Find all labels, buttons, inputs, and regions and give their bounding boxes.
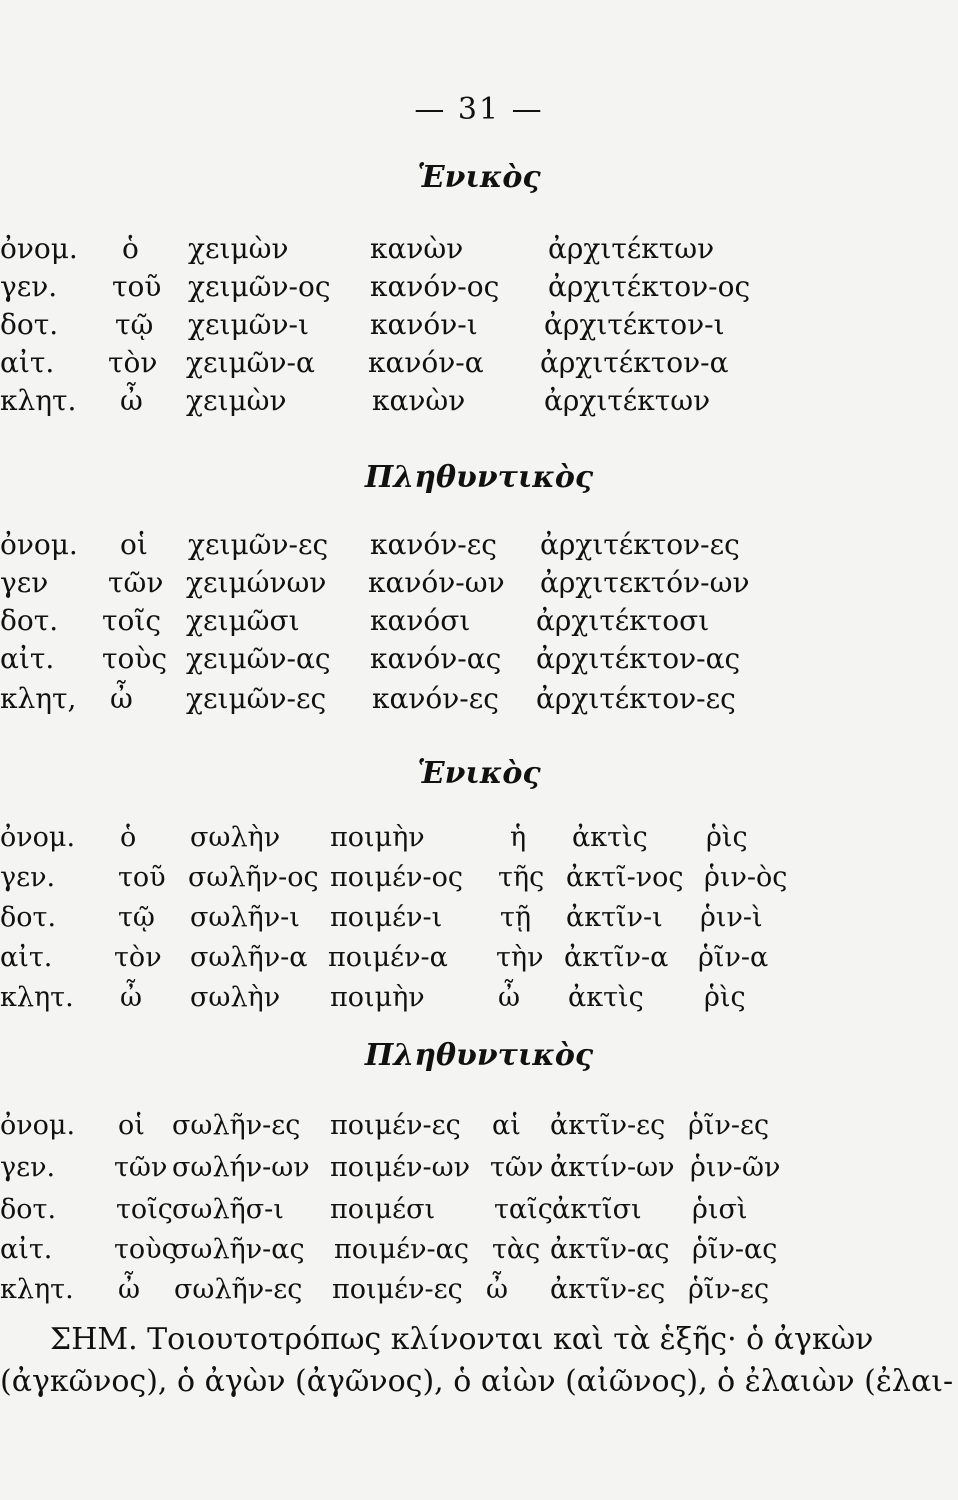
article: τῶν [490,1152,544,1183]
form: χειμῶν-ες [186,682,327,715]
form: χειμώνων [186,566,327,599]
page-number: — 31 — [414,92,544,127]
form: ῥιν-ὸς [704,862,788,893]
heading-singular-2: Ἑνικὸς [417,756,541,791]
form: ῥισὶ [692,1194,748,1225]
case-label: δοτ. [0,604,59,637]
case-label: γεν. [0,1152,56,1183]
form: σωλήν-ων [172,1152,310,1183]
article: ὦ [110,682,133,715]
form: σωλῆν-α [190,942,308,973]
form: ἀκτῖν-α [564,942,669,973]
table-row [0,308,958,346]
article: τὸν [108,346,158,379]
form: κανὼν [372,384,466,417]
form: ῥῖν-α [698,942,769,973]
article: ἡ [510,822,527,853]
form: ἀκτὶς [572,822,648,853]
form: ἀκτῖν-ας [550,1234,670,1265]
article: τῇ [500,902,532,933]
table-row [0,528,958,566]
form: κανὼν [370,232,464,265]
case-label: αἰτ. [0,346,55,379]
article: οἱ [120,528,148,561]
form: ῥῖν-ες [688,1110,770,1141]
form: ποιμέν-ες [332,1274,463,1305]
form: ποιμὴν [330,822,425,853]
form: κανόν-ες [370,528,497,561]
form: σωλῆν-ος [188,862,319,893]
article: οἱ [118,1110,145,1141]
article: ὦ [120,982,143,1013]
form: ῥῖν-ας [692,1234,778,1265]
table-row [0,862,958,900]
form: ἀρχιτέκτοσι [536,604,710,637]
case-label: κλητ. [0,384,77,417]
form: ἀκτίν-ων [550,1152,675,1183]
case-label: δοτ. [0,1194,57,1225]
form: ἀρχιτέκτον-ι [544,308,725,341]
article: τῷ [118,902,155,933]
case-label: αἰτ. [0,642,55,675]
form: χειμῶν-ας [186,642,331,675]
form: ῥιν-ὶ [700,902,763,933]
table-row [0,1152,958,1190]
article: ὦ [486,1274,509,1305]
case-label: αἰτ. [0,1234,53,1265]
form: ἀκτῖν-ι [566,902,663,933]
article: τῷ [115,308,154,341]
form: ποιμέν-ας [334,1234,470,1265]
table-row [0,384,958,422]
form: ἀκτῖσι [552,1194,642,1225]
case-label: ὀνομ. [0,528,78,561]
form: ποιμέν-α [328,942,448,973]
form: ῥιν-ῶν [690,1152,781,1183]
table-row [0,902,958,940]
form: σωλῆν-ας [172,1234,305,1265]
form: κανόν-ες [372,682,499,715]
case-label: γεν. [0,270,58,303]
article: τῶν [114,1152,168,1183]
form: σωλὴν [190,822,281,853]
article: τοῦ [118,862,166,893]
form: ποιμέσι [330,1194,436,1225]
form: ῥὶς [704,982,746,1013]
article: ὁ [122,232,139,265]
table-row [0,982,958,1020]
article: τοῖς [116,1194,173,1225]
table-row [0,604,958,642]
form: χειμῶν-α [186,346,315,379]
article: τοὺς [102,642,168,675]
article: τῶν [108,566,164,599]
form: κανόν-ων [368,566,505,599]
case-label: ὀνομ. [0,1110,76,1141]
note-line-1: ΣΗΜ. Τοιουτοτρόπως κλίνονται καὶ τὰ ἑξῆς· ὁ ἀγκὼν [50,1322,874,1357]
form: ἀρχιτέκτον-α [540,346,729,379]
form: ἀρχιτέκτον-ες [536,682,736,715]
table-row [0,1110,958,1148]
form: ἀρχιτεκτόν-ων [540,566,750,599]
form: χειμῶν-ες [188,528,329,561]
article: ὦ [498,982,521,1013]
article: αἱ [492,1110,521,1141]
table-row [0,1194,958,1232]
form: ῥὶς [706,822,748,853]
form: κανόσι [370,604,471,637]
table-row [0,822,958,860]
case-label: ὀνομ. [0,822,76,853]
form: κανόν-ος [370,270,500,303]
table-row [0,942,958,980]
article: ὁ [120,822,137,853]
form: ποιμέν-ος [330,862,464,893]
form: ποιμὴν [330,982,425,1013]
table-row [0,270,958,308]
form: κανόν-ας [370,642,502,675]
form: ἀκτῖν-ες [550,1110,666,1141]
case-label: αἰτ. [0,942,53,973]
article: τοὺς [114,1234,177,1265]
note-line-2: (ἀγκῶνος), ὁ ἀγὼν (ἀγῶνος), ὁ αἰὼν (αἰῶνος), ὁ ἐλαιὼν (ἐλαι- [0,1364,954,1399]
heading-plural-1: Πληθυντικὸς [364,460,594,495]
table-row [0,566,958,604]
case-label: κλητ. [0,1274,74,1305]
form: ἀρχιτέκτον-ος [548,270,751,303]
form: ἀκτῖ-νος [566,862,684,893]
case-label: δοτ. [0,902,57,933]
form: ἀρχιτέκτων [548,232,715,265]
form: ῥῖν-ες [688,1274,770,1305]
form: σωλὴν [190,982,281,1013]
form: σωλῆσ-ι [172,1194,284,1225]
article: τῆς [498,862,545,893]
form: σωλῆν-ες [174,1274,303,1305]
table-row [0,682,958,720]
case-label: ὀνομ. [0,232,78,265]
form: ποιμέν-ων [330,1152,471,1183]
case-label: γεν [0,566,49,599]
form: ἀκτῖν-ες [550,1274,666,1305]
form: σωλῆν-ες [172,1110,301,1141]
form: χειμῶν-ος [188,270,331,303]
form: κανόν-ι [370,308,478,341]
form: κανόν-α [368,346,484,379]
case-label: γεν. [0,862,56,893]
form: χειμῶν-ι [188,308,309,341]
form: χειμὼν [186,384,287,417]
heading-singular-1: Ἑνικὸς [417,160,541,195]
table-row [0,642,958,680]
form: ἀρχιτέκτων [544,384,711,417]
article: τοῦ [112,270,162,303]
article: ὦ [118,1274,141,1305]
case-label: κλητ. [0,982,74,1013]
article: τὰς [492,1234,541,1265]
article: τὴν [496,942,544,973]
article: τοῖς [102,604,162,637]
form: χειμὼν [188,232,289,265]
form: ἀκτὶς [568,982,644,1013]
table-row [0,346,958,384]
article: τὸν [114,942,162,973]
case-label: δοτ. [0,308,59,341]
form: ἀρχιτέκτον-ας [536,642,741,675]
form: ποιμέν-ι [330,902,443,933]
form: ποιμέν-ες [330,1110,461,1141]
article: ταῖς [494,1194,553,1225]
form: ἀρχιτέκτον-ες [540,528,740,561]
form: χειμῶσι [186,604,300,637]
article: ὦ [120,384,143,417]
heading-plural-2: Πληθυντικὸς [364,1038,594,1073]
table-row [0,1234,958,1272]
table-row [0,232,958,270]
form: σωλῆν-ι [190,902,300,933]
case-label: κλητ, [0,682,77,715]
table-row [0,1274,958,1312]
